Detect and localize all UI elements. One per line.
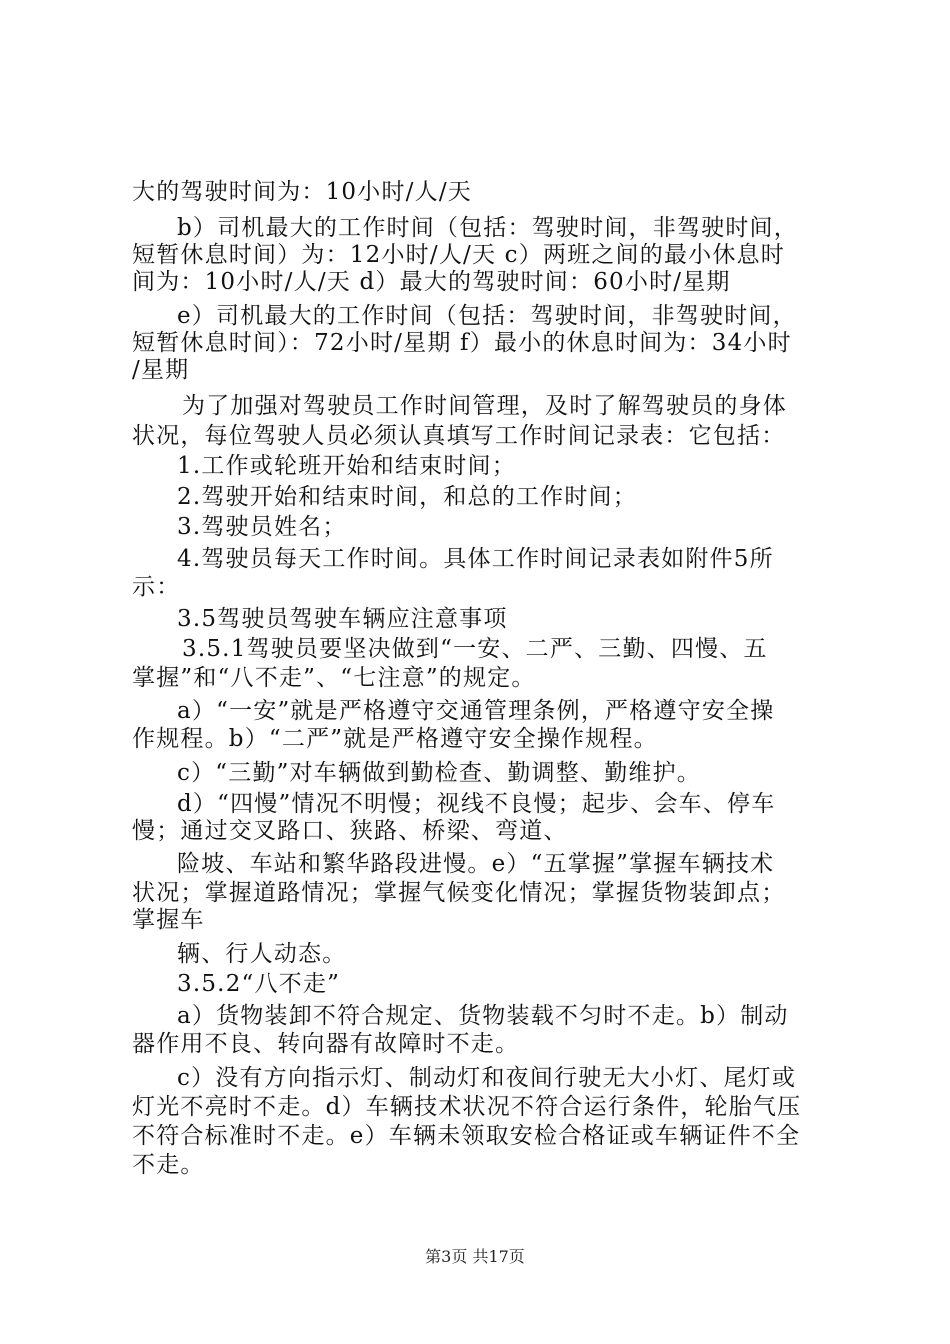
text-line: 为了加强对驾驶员工作时间管理，及时了解驾驶员的身体 [182,393,787,419]
text-line: a）“一安”就是严格遵守交通管理条例，严格遵守安全操 [177,698,775,724]
text-line: 辆、行人动态。 [177,941,347,967]
text-line: 慢；通过交叉路口、狭路、桥梁、弯道、 [132,818,568,844]
text-line: 短暂休息时间）为：12小时/人/天 c）两班之间的最小休息时 [132,242,785,268]
text-line: /星期 [132,357,190,383]
text-line: 不符合标准时不走。e）车辆未领取安检合格证或车辆证件不全 [132,1123,801,1149]
text-line: 状况，每位驾驶人员必须认真填写工作时间记录表：它包括： [132,423,786,449]
text-line: d）“四慢”情况不明慢；视线不良慢；起步、会车、停车 [177,791,776,817]
text-line: 2.驾驶开始和结束时间，和总的工作时间； [177,484,637,510]
text-line: 4.驾驶员每天工作时间。具体工作时间记录表如附件5所 [177,546,774,572]
text-line: 作规程。b）“二严”就是严格遵守安全操作规程。 [132,726,658,752]
subsection-heading: 3.5.1驾驶员要坚决做到“一安、二严、三勤、四慢、五 [182,636,768,662]
text-line: 器作用不良、转向器有故障时不走。 [132,1031,520,1057]
page-number-footer: 第3页 共17页 [425,1247,525,1266]
text-line: a）货物装卸不符合规定、货物装载不匀时不走。b）制动 [177,1003,789,1029]
text-line: 状况；掌握道路情况；掌握气候变化情况；掌握货物装卸点； [132,880,786,906]
text-line: c）“三勤”对车辆做到勤检查、勤调整、勤维护。 [177,760,701,786]
text-line: c）没有方向指示灯、制动灯和夜间行驶无大小灯、尾灯或 [177,1065,797,1091]
text-line: 1.工作或轮班开始和结束时间； [177,453,516,479]
text-line: b）司机最大的工作时间（包括：驾驶时间，非驾驶时间， [177,215,798,241]
text-line: 短暂休息时间）：72小时/星期 f）最小的休息时间为：34小时 [132,330,792,356]
text-line: 3.驾驶员姓名； [177,514,347,540]
text-line: 不走。 [132,1152,205,1178]
text-line: 大的驾驶时间为：10小时/人/天 [132,179,472,205]
text-line: 掌握车 [132,907,205,933]
subsection-heading: 3.5.2“八不走” [177,971,341,997]
text-line: 示： [132,574,181,600]
text-line: e）司机最大的工作时间（包括：驾驶时间，非驾驶时间， [177,303,797,329]
text-line: 灯光不亮时不走。d）车辆技术状况不符合运行条件，轮胎气压 [132,1094,802,1120]
text-line: 掌握”和“八不走”、“七注意”的规定。 [132,665,536,691]
text-line: 间为：10小时/人/天 d）最大的驾驶时间：60小时/星期 [132,269,731,295]
text-line: 险坡、车站和繁华路段进慢。e）“五掌握”掌握车辆技术 [177,851,775,877]
section-heading: 3.5驾驶员驾驶车辆应注意事项 [177,606,508,632]
